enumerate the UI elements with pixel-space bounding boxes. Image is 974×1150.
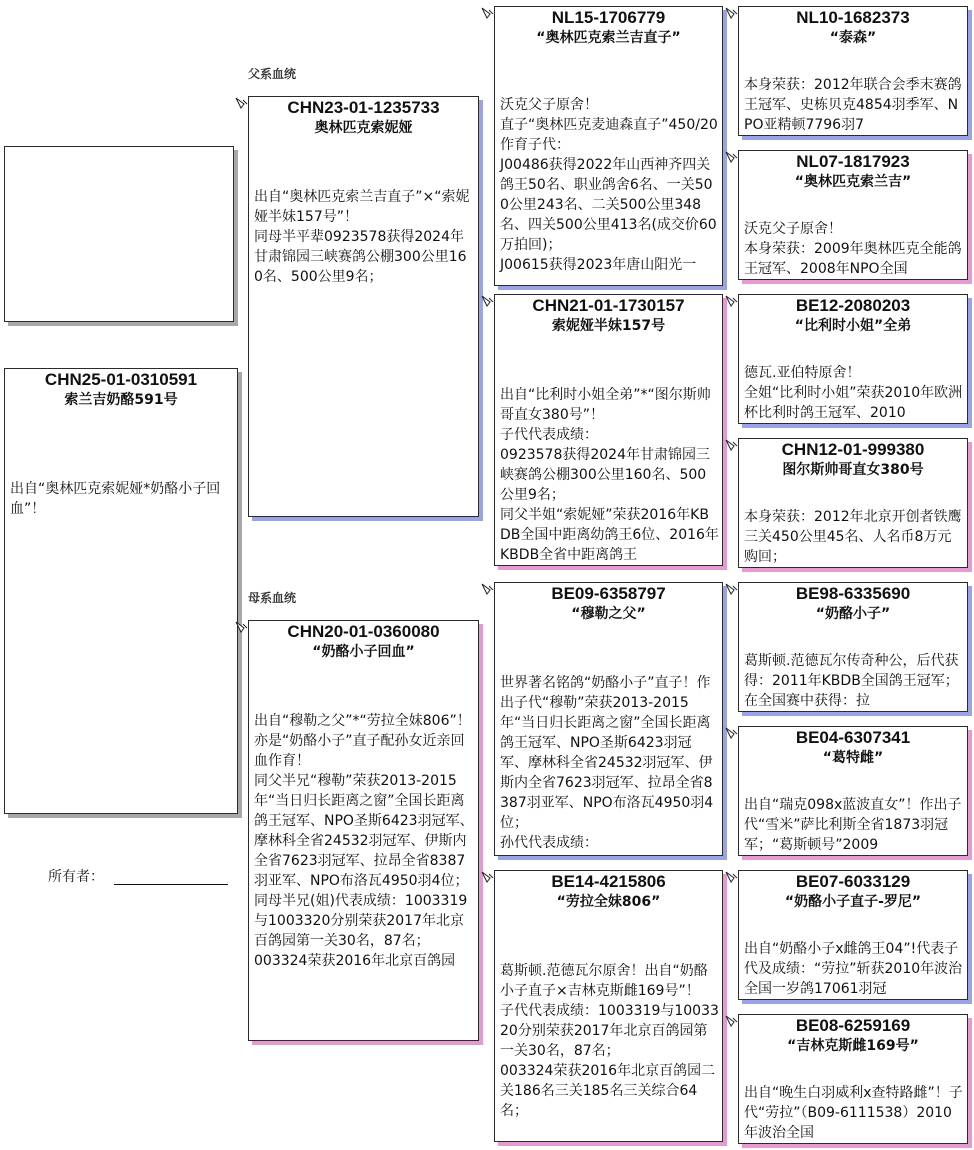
- gp-dam-dam-name: “劳拉全妹806”: [556, 894, 661, 910]
- gp-sire-sire-card: [494, 6, 723, 286]
- ggp-3-description: 德瓦.亚伯特原舍！ 全姐“比利时小姐”荣获2010年欧洲杯比利时鸽王冠军、2010: [744, 365, 963, 421]
- ggp-2-name: “奥林匹克索兰吉”: [794, 174, 912, 190]
- gp-dd-connector-icon: [480, 870, 494, 884]
- ggp-2-connector-icon: [724, 150, 738, 164]
- ggp-1-connector-icon: [724, 6, 738, 20]
- dam-description: 出自“穆勒之父”*“劳拉全妹806”！ 亦是“奶酪小子”直子配孙女近亲回血作育！ 同父半兄“穆勒”荣获2013-2015年“当日归长距离之窗”全国长距离鸽王冠军、NPO圣斯6423羽冠军、摩林科全省24532羽冠军、伊斯内全省7623羽冠军、拉昂全省8387羽亚军、NPO布洛瓦4950羽4位； 同母半兄(姐)代表成绩：1003319与1003320分别荣获2017年北京百鸽园第一关30名，87名； 003324荣获2016年北京百鸽园: [254, 713, 474, 969]
- gp-sd-connector-icon: [480, 294, 494, 308]
- dam-name: “奶酪小子回血”: [312, 644, 415, 660]
- gp-dam-sire-name: “穆勒之父”: [571, 606, 646, 622]
- dam-connector-icon: [234, 620, 248, 634]
- sire-name: 奥林匹克索妮娅: [314, 120, 413, 136]
- gp-ds-connector-icon: [480, 582, 494, 596]
- ggp-1-name: “泰森”: [829, 30, 877, 46]
- ggp-2-ring-number: NL07-1817923: [796, 152, 910, 171]
- gp-dam-dam-ring-number: BE14-4215806: [551, 872, 666, 891]
- ggp-6-name: “葛特雌”: [822, 750, 884, 766]
- gp-dam-sire-ring-number: BE09-6358797: [551, 584, 666, 603]
- ggp-4-description: 本身荣获：2012年北京开创者铁鹰三关450公里45名、人名币8万元购回；: [744, 509, 962, 565]
- ggp-1-card: [738, 6, 968, 136]
- gp-sire-dam-name: 索妮娅半妹157号: [551, 318, 666, 334]
- dam-line-label: 母系血统: [248, 591, 297, 605]
- ggp-3-connector-icon: [724, 294, 738, 308]
- gp-dam-sire-description: 世界著名铭鸽“奶酪小子”直子！作出子代“穆勒”荣获2013-2015年“当日归长距离之窗”全国长距离鸽王冠军、NPO圣斯6423羽冠军、摩林科全省24532羽冠军、伊斯内全省7623羽冠军、拉昂全省8387羽亚军、NPO布洛瓦4950羽4位； 孙代代表成绩：: [500, 675, 714, 851]
- ggp-3-name: “比利时小姐”全弟: [794, 318, 912, 334]
- sire-connector-icon: [234, 96, 248, 110]
- ggp-4-ring-number: CHN12-01-999380: [781, 440, 925, 459]
- ggp-1-description: 本身荣获：2012年联合会季末赛鸽王冠军、史栋贝克4854羽季军、NPO亚精顿7796羽7: [744, 77, 962, 133]
- ggp-6-description: 出自“瑞克098x蓝波直女”！作出子代“雪米”萨比利斯全省1873羽冠军；“葛斯顿号”2009: [744, 797, 962, 853]
- dam-ring-number: CHN20-01-0360080: [287, 622, 440, 641]
- ggp-7-description: 出自“奶酪小子x雌鸽王04”!代表子代及成绩：“劳拉”斩获2010年波治全国一岁鸽17061羽冠: [744, 941, 963, 997]
- ggp-8-connector-icon: [724, 1014, 738, 1028]
- ggp-7-name: “奶酪小子直子-罗尼”: [784, 894, 922, 910]
- ggp-8-card: [738, 1014, 968, 1144]
- gp-sire-dam-card: [494, 294, 723, 566]
- ggp-7-connector-icon: [724, 870, 738, 884]
- owner-signature-line: [114, 884, 228, 885]
- ggp-2-card: [738, 150, 968, 280]
- ggp-7-ring-number: BE07-6033129: [795, 872, 911, 891]
- subject-description: 出自“奥林匹克索妮娅*奶酪小子回血”！: [10, 481, 221, 517]
- ggp-4-name: 图尔斯帅哥直女380号: [782, 462, 924, 478]
- gp-ss-connector-icon: [480, 6, 494, 20]
- ggp-4-card: [738, 438, 968, 568]
- ggp-5-connector-icon: [724, 582, 738, 596]
- subject-ring-number: CHN25-01-0310591: [44, 370, 198, 389]
- ggp-2-description: 沃克父子原舍！ 本身荣获：2009年奥林匹克全能鸽王冠军、2008年NPO全国: [744, 221, 962, 277]
- ggp-6-connector-icon: [724, 726, 738, 740]
- gp-sire-sire-name: “奥林匹克索兰吉直子”: [536, 30, 681, 46]
- gp-sire-dam-description: 出自“比利时小姐全弟”*“图尔斯帅哥直女380号”！ 子代代表成绩： 0923578获得2024年甘肃锦园三峡赛鸽公棚300公里160名、500公里9名； 同父半姐“索妮娅”荣获2016年KBDB全国中距离幼鸽王6位、2016年KBDB全省中距离鸽王: [500, 387, 719, 563]
- ggp-8-name: “吉林克斯雌169号”: [787, 1038, 919, 1054]
- ggp-3-card: [738, 294, 968, 424]
- dam-card: [248, 620, 479, 1041]
- gp-sire-sire-ring-number: NL15-1706779: [551, 8, 666, 27]
- sire-description: 出自“奥林匹克索兰吉直子”×“索妮娅半妹157号”！ 同母半平辈0923578获得2024年甘肃锦园三峡赛鸽公棚300公里160名、500公里9名；: [254, 189, 470, 285]
- sire-line-label: 父系血统: [248, 67, 297, 81]
- ggp-4-connector-icon: [724, 438, 738, 452]
- gp-dam-dam-card: [494, 870, 723, 1142]
- gp-sire-dam-ring-number: CHN21-01-1730157: [532, 296, 685, 315]
- ggp-3-ring-number: BE12-2080203: [795, 296, 911, 315]
- ggp-7-card: [738, 870, 968, 1000]
- sire-card: [248, 96, 479, 517]
- owner-label: 所有者：: [48, 869, 104, 885]
- ggp-8-ring-number: BE08-6259169: [795, 1016, 911, 1035]
- photo-placeholder: [4, 146, 234, 322]
- ggp-5-name: “奶酪小子”: [815, 606, 891, 622]
- gp-dam-dam-description: 葛斯顿.范德瓦尔原舍！出自“奶酪小子直子×吉林克斯雌169号”！ 子代代表成绩：1003319与1003320分别荣获2017年北京百鸽园第一关30名，87名； 003324荣获2016年北京百鸽园二关186名三关185名三关综合64名；: [500, 963, 719, 1119]
- gp-sire-sire-description: 沃克父子原舍！ 直子“奥林匹克麦迪森直子”450/20作育子代： J00486获得2022年山西神齐四关鸽王50名、职业鸽舍6名、一关500公里243名、二关500公里348名、四关500公里413名(成交价60万拍回)； J00615获得2023年唐山阳光一: [500, 97, 718, 273]
- subject-card: [4, 368, 238, 814]
- ggp-8-description: 出自“晚生白羽威利x查特路雌”！子代“劳拉”（B09-6111538）2010年波治全国: [744, 1085, 963, 1141]
- sire-ring-number: CHN23-01-1235733: [287, 98, 440, 117]
- ggp-6-card: [738, 726, 968, 856]
- ggp-5-description: 葛斯顿.范德瓦尔传奇种公，后代获得：2011年KBDB全国鸽王冠军；在全国赛中获得：拉: [744, 653, 959, 709]
- ggp-6-ring-number: BE04-6307341: [795, 728, 911, 747]
- subject-name: 索兰吉奶酪591号: [64, 392, 178, 408]
- ggp-5-card: [738, 582, 968, 712]
- ggp-5-ring-number: BE98-6335690: [795, 584, 911, 603]
- gp-dam-sire-card: [494, 582, 723, 856]
- ggp-1-ring-number: NL10-1682373: [796, 8, 910, 27]
